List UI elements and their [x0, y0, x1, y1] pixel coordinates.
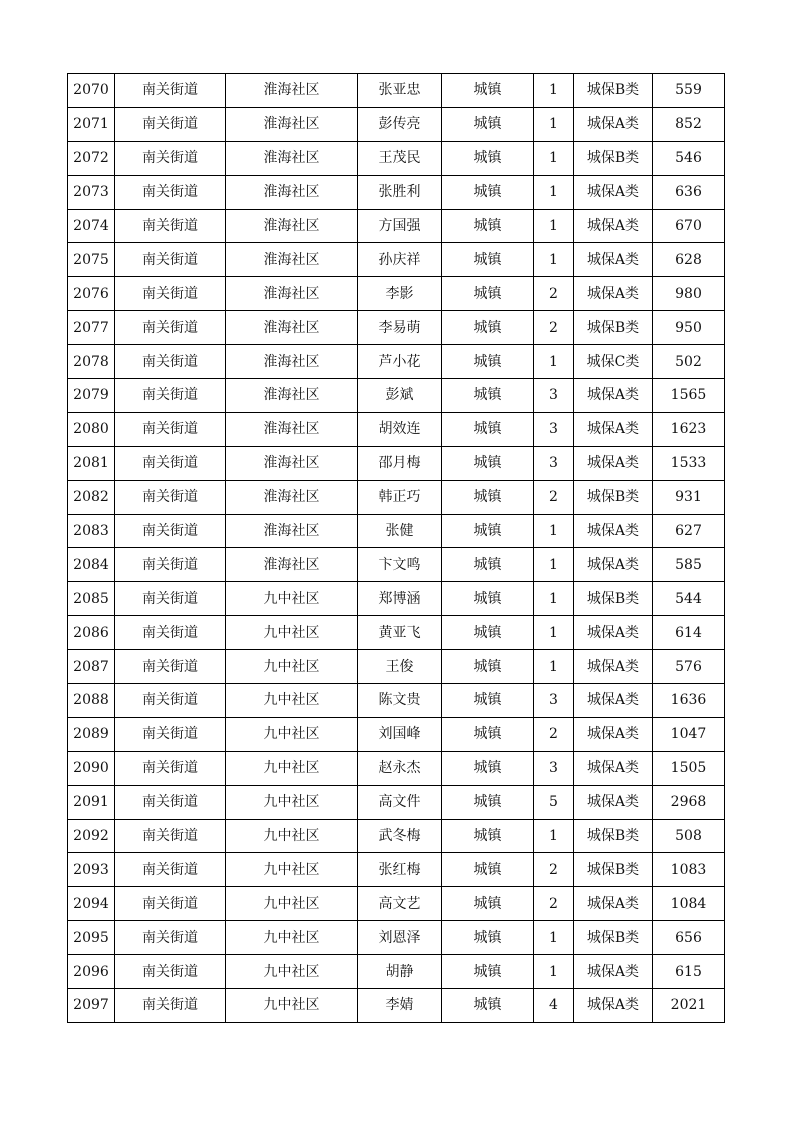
- household-size-cell: 1: [534, 616, 574, 650]
- area-type-cell: 城镇: [442, 311, 534, 345]
- serial-number-cell: 2091: [68, 785, 115, 819]
- category-cell: 城保A类: [574, 514, 653, 548]
- serial-number-cell: 2085: [68, 582, 115, 616]
- subdistrict-cell: 南关街道: [115, 785, 226, 819]
- household-size-cell: 3: [534, 412, 574, 446]
- community-cell: 淮海社区: [226, 548, 358, 582]
- household-size-cell: 1: [534, 582, 574, 616]
- amount-cell: 559: [653, 74, 725, 108]
- community-cell: 九中社区: [226, 751, 358, 785]
- community-cell: 九中社区: [226, 887, 358, 921]
- subdistrict-cell: 南关街道: [115, 311, 226, 345]
- table-row: [68, 751, 725, 785]
- area-type-cell: 城镇: [442, 955, 534, 989]
- subdistrict-cell: 南关街道: [115, 345, 226, 379]
- household-size-cell: 1: [534, 175, 574, 209]
- household-size-cell: 2: [534, 311, 574, 345]
- subdistrict-cell: 南关街道: [115, 446, 226, 480]
- area-type-cell: 城镇: [442, 650, 534, 684]
- amount-cell: 1565: [653, 379, 725, 413]
- amount-cell: 1083: [653, 853, 725, 887]
- serial-number-cell: 2093: [68, 853, 115, 887]
- community-cell: 淮海社区: [226, 514, 358, 548]
- name-cell: 胡效连: [358, 412, 442, 446]
- table-row: [68, 548, 725, 582]
- category-cell: 城保A类: [574, 717, 653, 751]
- serial-number-cell: 2077: [68, 311, 115, 345]
- area-type-cell: 城镇: [442, 480, 534, 514]
- amount-cell: 508: [653, 819, 725, 853]
- name-cell: 李易萌: [358, 311, 442, 345]
- table-row: [68, 243, 725, 277]
- household-size-cell: 3: [534, 446, 574, 480]
- subdistrict-cell: 南关街道: [115, 480, 226, 514]
- name-cell: 王俊: [358, 650, 442, 684]
- subdistrict-cell: 南关街道: [115, 921, 226, 955]
- area-type-cell: 城镇: [442, 616, 534, 650]
- subdistrict-cell: 南关街道: [115, 582, 226, 616]
- category-cell: 城保A类: [574, 175, 653, 209]
- household-size-cell: 1: [534, 74, 574, 108]
- table-row: [68, 921, 725, 955]
- amount-cell: 615: [653, 955, 725, 989]
- table-row: [68, 141, 725, 175]
- table-row: [68, 717, 725, 751]
- amount-cell: 628: [653, 243, 725, 277]
- serial-number-cell: 2096: [68, 955, 115, 989]
- area-type-cell: 城镇: [442, 921, 534, 955]
- category-cell: 城保B类: [574, 819, 653, 853]
- amount-cell: 614: [653, 616, 725, 650]
- amount-cell: 656: [653, 921, 725, 955]
- household-size-cell: 4: [534, 989, 574, 1023]
- name-cell: 张亚忠: [358, 74, 442, 108]
- serial-number-cell: 2081: [68, 446, 115, 480]
- table-row: [68, 616, 725, 650]
- name-cell: 王茂民: [358, 141, 442, 175]
- area-type-cell: 城镇: [442, 141, 534, 175]
- area-type-cell: 城镇: [442, 107, 534, 141]
- category-cell: 城保A类: [574, 616, 653, 650]
- table-row: [68, 74, 725, 108]
- table-row: [68, 209, 725, 243]
- subdistrict-cell: 南关街道: [115, 412, 226, 446]
- amount-cell: 1623: [653, 412, 725, 446]
- name-cell: 韩正巧: [358, 480, 442, 514]
- table-row: [68, 379, 725, 413]
- name-cell: 芦小花: [358, 345, 442, 379]
- community-cell: 淮海社区: [226, 107, 358, 141]
- household-size-cell: 1: [534, 243, 574, 277]
- category-cell: 城保A类: [574, 989, 653, 1023]
- category-cell: 城保B类: [574, 480, 653, 514]
- community-cell: 九中社区: [226, 684, 358, 718]
- category-cell: 城保A类: [574, 955, 653, 989]
- name-cell: 李影: [358, 277, 442, 311]
- subdistrict-cell: 南关街道: [115, 819, 226, 853]
- community-cell: 淮海社区: [226, 446, 358, 480]
- table-row: [68, 582, 725, 616]
- area-type-cell: 城镇: [442, 887, 534, 921]
- community-cell: 淮海社区: [226, 74, 358, 108]
- community-cell: 九中社区: [226, 819, 358, 853]
- name-cell: 高文件: [358, 785, 442, 819]
- serial-number-cell: 2074: [68, 209, 115, 243]
- subdistrict-cell: 南关街道: [115, 379, 226, 413]
- community-cell: 九中社区: [226, 582, 358, 616]
- subdistrict-cell: 南关街道: [115, 514, 226, 548]
- community-cell: 淮海社区: [226, 243, 358, 277]
- table-row: [68, 480, 725, 514]
- category-cell: 城保A类: [574, 209, 653, 243]
- area-type-cell: 城镇: [442, 989, 534, 1023]
- name-cell: 胡静: [358, 955, 442, 989]
- name-cell: 陈文贵: [358, 684, 442, 718]
- community-cell: 淮海社区: [226, 209, 358, 243]
- table-row: [68, 446, 725, 480]
- category-cell: 城保A类: [574, 887, 653, 921]
- subdistrict-cell: 南关街道: [115, 989, 226, 1023]
- household-size-cell: 1: [534, 548, 574, 582]
- community-cell: 九中社区: [226, 616, 358, 650]
- name-cell: 张健: [358, 514, 442, 548]
- household-size-cell: 2: [534, 480, 574, 514]
- amount-cell: 585: [653, 548, 725, 582]
- subdistrict-cell: 南关街道: [115, 751, 226, 785]
- amount-cell: 1084: [653, 887, 725, 921]
- serial-number-cell: 2089: [68, 717, 115, 751]
- amount-cell: 950: [653, 311, 725, 345]
- category-cell: 城保A类: [574, 107, 653, 141]
- household-size-cell: 5: [534, 785, 574, 819]
- category-cell: 城保B类: [574, 853, 653, 887]
- community-cell: 淮海社区: [226, 345, 358, 379]
- community-cell: 淮海社区: [226, 311, 358, 345]
- area-type-cell: 城镇: [442, 412, 534, 446]
- table-row: [68, 412, 725, 446]
- household-size-cell: 1: [534, 141, 574, 175]
- amount-cell: 852: [653, 107, 725, 141]
- table-row: [68, 345, 725, 379]
- serial-number-cell: 2092: [68, 819, 115, 853]
- serial-number-cell: 2083: [68, 514, 115, 548]
- area-type-cell: 城镇: [442, 853, 534, 887]
- table-row: [68, 277, 725, 311]
- table-row: [68, 107, 725, 141]
- subdistrict-cell: 南关街道: [115, 548, 226, 582]
- household-size-cell: 2: [534, 887, 574, 921]
- name-cell: 卞文鸣: [358, 548, 442, 582]
- area-type-cell: 城镇: [442, 175, 534, 209]
- subdistrict-cell: 南关街道: [115, 74, 226, 108]
- subdistrict-cell: 南关街道: [115, 616, 226, 650]
- amount-cell: 980: [653, 277, 725, 311]
- community-cell: 淮海社区: [226, 379, 358, 413]
- serial-number-cell: 2073: [68, 175, 115, 209]
- amount-cell: 2021: [653, 989, 725, 1023]
- amount-cell: 1533: [653, 446, 725, 480]
- subdistrict-cell: 南关街道: [115, 853, 226, 887]
- subdistrict-cell: 南关街道: [115, 650, 226, 684]
- category-cell: 城保A类: [574, 785, 653, 819]
- table-row: [68, 989, 725, 1023]
- subdistrict-cell: 南关街道: [115, 107, 226, 141]
- serial-number-cell: 2079: [68, 379, 115, 413]
- serial-number-cell: 2072: [68, 141, 115, 175]
- community-cell: 淮海社区: [226, 175, 358, 209]
- subdistrict-cell: 南关街道: [115, 955, 226, 989]
- category-cell: 城保B类: [574, 582, 653, 616]
- subdistrict-cell: 南关街道: [115, 243, 226, 277]
- household-size-cell: 3: [534, 379, 574, 413]
- serial-number-cell: 2082: [68, 480, 115, 514]
- community-cell: 九中社区: [226, 955, 358, 989]
- community-cell: 九中社区: [226, 921, 358, 955]
- community-cell: 九中社区: [226, 717, 358, 751]
- amount-cell: 1636: [653, 684, 725, 718]
- name-cell: 彭传亮: [358, 107, 442, 141]
- table-row: [68, 650, 725, 684]
- category-cell: 城保A类: [574, 684, 653, 718]
- household-size-cell: 2: [534, 853, 574, 887]
- serial-number-cell: 2080: [68, 412, 115, 446]
- category-cell: 城保A类: [574, 446, 653, 480]
- serial-number-cell: 2070: [68, 74, 115, 108]
- table-row: [68, 311, 725, 345]
- serial-number-cell: 2075: [68, 243, 115, 277]
- category-cell: 城保A类: [574, 379, 653, 413]
- category-cell: 城保B类: [574, 921, 653, 955]
- area-type-cell: 城镇: [442, 751, 534, 785]
- name-cell: 赵永杰: [358, 751, 442, 785]
- table-row: [68, 955, 725, 989]
- amount-cell: 931: [653, 480, 725, 514]
- table-body: [68, 74, 725, 1023]
- area-type-cell: 城镇: [442, 446, 534, 480]
- name-cell: 郑博涵: [358, 582, 442, 616]
- serial-number-cell: 2086: [68, 616, 115, 650]
- category-cell: 城保B类: [574, 141, 653, 175]
- household-size-cell: 1: [534, 345, 574, 379]
- name-cell: 黄亚飞: [358, 616, 442, 650]
- household-size-cell: 2: [534, 277, 574, 311]
- area-type-cell: 城镇: [442, 243, 534, 277]
- community-cell: 九中社区: [226, 650, 358, 684]
- area-type-cell: 城镇: [442, 514, 534, 548]
- household-size-cell: 1: [534, 514, 574, 548]
- area-type-cell: 城镇: [442, 819, 534, 853]
- data-table: [67, 73, 725, 1023]
- amount-cell: 636: [653, 175, 725, 209]
- area-type-cell: 城镇: [442, 785, 534, 819]
- area-type-cell: 城镇: [442, 582, 534, 616]
- category-cell: 城保B类: [574, 311, 653, 345]
- name-cell: 孙庆祥: [358, 243, 442, 277]
- name-cell: 彭斌: [358, 379, 442, 413]
- category-cell: 城保C类: [574, 345, 653, 379]
- subdistrict-cell: 南关街道: [115, 175, 226, 209]
- category-cell: 城保A类: [574, 277, 653, 311]
- table-row: [68, 785, 725, 819]
- area-type-cell: 城镇: [442, 684, 534, 718]
- amount-cell: 627: [653, 514, 725, 548]
- table-row: [68, 514, 725, 548]
- category-cell: 城保B类: [574, 74, 653, 108]
- amount-cell: 2968: [653, 785, 725, 819]
- category-cell: 城保A类: [574, 650, 653, 684]
- area-type-cell: 城镇: [442, 548, 534, 582]
- amount-cell: 1505: [653, 751, 725, 785]
- subdistrict-cell: 南关街道: [115, 209, 226, 243]
- community-cell: 九中社区: [226, 853, 358, 887]
- category-cell: 城保A类: [574, 548, 653, 582]
- table-row: [68, 887, 725, 921]
- area-type-cell: 城镇: [442, 209, 534, 243]
- name-cell: 刘国峰: [358, 717, 442, 751]
- name-cell: 张红梅: [358, 853, 442, 887]
- serial-number-cell: 2097: [68, 989, 115, 1023]
- amount-cell: 576: [653, 650, 725, 684]
- subdistrict-cell: 南关街道: [115, 141, 226, 175]
- community-cell: 淮海社区: [226, 141, 358, 175]
- category-cell: 城保A类: [574, 243, 653, 277]
- serial-number-cell: 2094: [68, 887, 115, 921]
- serial-number-cell: 2088: [68, 684, 115, 718]
- household-size-cell: 1: [534, 650, 574, 684]
- table-row: [68, 684, 725, 718]
- amount-cell: 502: [653, 345, 725, 379]
- name-cell: 张胜利: [358, 175, 442, 209]
- subdistrict-cell: 南关街道: [115, 277, 226, 311]
- table-row: [68, 175, 725, 209]
- name-cell: 方国强: [358, 209, 442, 243]
- name-cell: 高文艺: [358, 887, 442, 921]
- serial-number-cell: 2087: [68, 650, 115, 684]
- serial-number-cell: 2078: [68, 345, 115, 379]
- household-size-cell: 2: [534, 717, 574, 751]
- household-size-cell: 1: [534, 107, 574, 141]
- household-size-cell: 1: [534, 955, 574, 989]
- area-type-cell: 城镇: [442, 277, 534, 311]
- subdistrict-cell: 南关街道: [115, 887, 226, 921]
- subdistrict-cell: 南关街道: [115, 717, 226, 751]
- serial-number-cell: 2095: [68, 921, 115, 955]
- household-size-cell: 1: [534, 819, 574, 853]
- community-cell: 九中社区: [226, 989, 358, 1023]
- serial-number-cell: 2090: [68, 751, 115, 785]
- serial-number-cell: 2071: [68, 107, 115, 141]
- serial-number-cell: 2076: [68, 277, 115, 311]
- name-cell: 刘恩泽: [358, 921, 442, 955]
- name-cell: 李婧: [358, 989, 442, 1023]
- amount-cell: 670: [653, 209, 725, 243]
- area-type-cell: 城镇: [442, 345, 534, 379]
- table-row: [68, 853, 725, 887]
- community-cell: 淮海社区: [226, 412, 358, 446]
- area-type-cell: 城镇: [442, 74, 534, 108]
- amount-cell: 544: [653, 582, 725, 616]
- name-cell: 邵月梅: [358, 446, 442, 480]
- household-size-cell: 3: [534, 684, 574, 718]
- area-type-cell: 城镇: [442, 717, 534, 751]
- category-cell: 城保A类: [574, 412, 653, 446]
- household-size-cell: 1: [534, 209, 574, 243]
- category-cell: 城保A类: [574, 751, 653, 785]
- serial-number-cell: 2084: [68, 548, 115, 582]
- household-size-cell: 3: [534, 751, 574, 785]
- community-cell: 九中社区: [226, 785, 358, 819]
- table-row: [68, 819, 725, 853]
- amount-cell: 546: [653, 141, 725, 175]
- name-cell: 武冬梅: [358, 819, 442, 853]
- community-cell: 淮海社区: [226, 480, 358, 514]
- community-cell: 淮海社区: [226, 277, 358, 311]
- household-size-cell: 1: [534, 921, 574, 955]
- amount-cell: 1047: [653, 717, 725, 751]
- subdistrict-cell: 南关街道: [115, 684, 226, 718]
- area-type-cell: 城镇: [442, 379, 534, 413]
